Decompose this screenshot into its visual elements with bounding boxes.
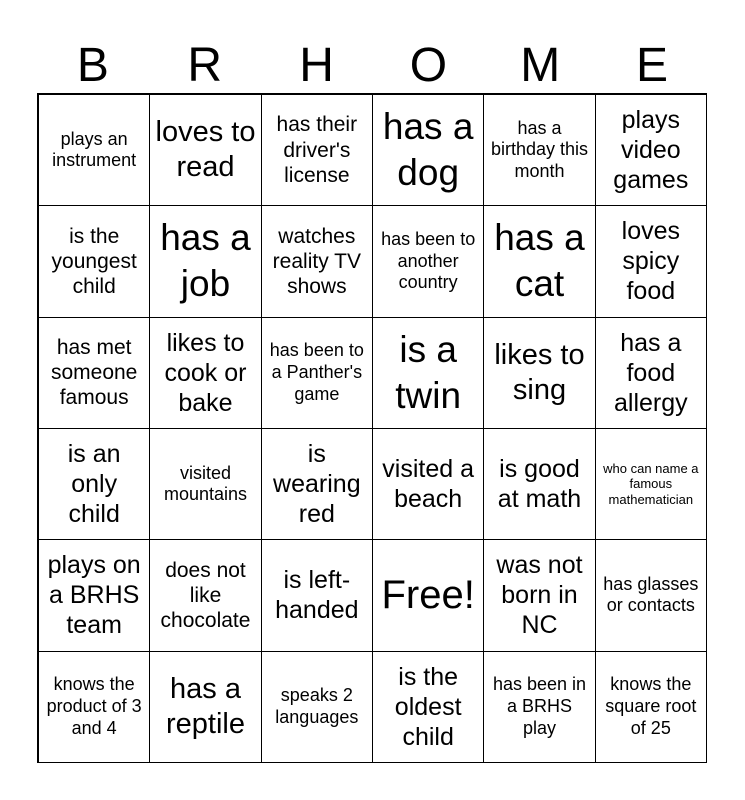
bingo-cell-text: knows the product of 3 and 4 <box>46 674 142 738</box>
bingo-cell-text: is the youngest child <box>51 224 137 299</box>
bingo-cell-text: has a dog <box>382 105 474 194</box>
header-letter-e: E <box>636 39 669 92</box>
bingo-cell[interactable] <box>595 205 707 317</box>
bingo-cell-text: likes to sing <box>494 339 585 406</box>
bingo-cell-text: who can name a famous mathematician <box>603 460 699 507</box>
header-letter-h: H <box>299 39 334 92</box>
bingo-cell[interactable] <box>483 539 595 651</box>
bingo-cell-text: is good at math <box>497 455 582 514</box>
bingo-cell-text: has glasses or contacts <box>603 573 699 616</box>
bingo-cell-text: likes to cook or bake <box>164 328 247 417</box>
bingo-cell[interactable] <box>483 205 595 317</box>
bingo-cell[interactable] <box>483 651 595 763</box>
bingo-cell[interactable] <box>595 539 707 651</box>
bingo-cell-text: has been in a BRHS play <box>492 674 587 738</box>
bingo-cell[interactable] <box>372 428 484 540</box>
bingo-cell-text: loves spicy food <box>621 217 681 306</box>
bingo-cell-text: visited a beach <box>382 455 475 514</box>
bingo-cell[interactable] <box>595 428 707 540</box>
bingo-cell-text: is an only child <box>67 440 121 529</box>
bingo-cell-text: loves to read <box>155 116 256 184</box>
bingo-cell[interactable] <box>38 651 150 763</box>
header-letter-o: O <box>409 39 448 92</box>
bingo-cell-text: speaks 2 languages <box>275 685 359 727</box>
bingo-cell-text: has their driver's license <box>276 113 358 187</box>
bingo-cell-text: visited mountains <box>163 462 248 505</box>
free-space-cell[interactable] <box>372 539 484 651</box>
bingo-cell-text: was not born in NC <box>496 551 583 640</box>
bingo-grid <box>37 93 707 763</box>
bingo-cell[interactable] <box>595 317 707 429</box>
bingo-cell[interactable] <box>38 428 150 540</box>
bingo-cell-text: plays an instrument <box>52 128 137 171</box>
bingo-cell[interactable] <box>261 317 373 429</box>
bingo-cell-text: has a birthday this month <box>490 117 589 181</box>
bingo-cell-text: is wearing red <box>273 440 361 529</box>
bingo-cell[interactable] <box>261 205 373 317</box>
bingo-cell[interactable] <box>149 428 261 540</box>
bingo-cell-text: watches reality TV shows <box>272 224 361 299</box>
bingo-cell[interactable] <box>261 539 373 651</box>
bingo-cell-text: is left-handed <box>275 566 359 625</box>
bingo-cell[interactable] <box>372 94 484 206</box>
bingo-cell[interactable] <box>149 94 261 206</box>
header-letter-r: R <box>187 39 223 92</box>
header-letter-m: M <box>520 39 561 92</box>
bingo-cell-text: plays on a BRHS team <box>47 551 141 640</box>
bingo-cell-text: has a job <box>160 217 251 305</box>
bingo-cell-text: has a food allergy <box>614 328 688 417</box>
bingo-cell[interactable] <box>261 94 373 206</box>
bingo-cell-text: is the oldest child <box>394 662 462 751</box>
header-letter-b: B <box>76 39 109 92</box>
bingo-cell-text: knows the square root of 25 <box>605 674 697 738</box>
bingo-cell-text: has been to a Panther's game <box>269 340 364 404</box>
bingo-cell-text: has a reptile <box>165 673 245 740</box>
bingo-cell[interactable] <box>149 651 261 763</box>
bingo-cell[interactable] <box>261 428 373 540</box>
bingo-cell[interactable] <box>38 539 150 651</box>
bingo-cell[interactable] <box>483 94 595 206</box>
bingo-cell-text: has met someone famous <box>50 336 138 410</box>
bingo-cell-text: plays video games <box>613 106 689 195</box>
bingo-cell[interactable] <box>595 94 707 206</box>
bingo-cell[interactable] <box>372 205 484 317</box>
bingo-cell[interactable] <box>149 205 261 317</box>
bingo-header <box>37 38 708 94</box>
bingo-cell-text: does not like chocolate <box>160 558 251 633</box>
bingo-cell-text: Free! <box>381 573 475 618</box>
bingo-cell[interactable] <box>483 317 595 429</box>
bingo-cell[interactable] <box>38 94 150 206</box>
bingo-cell[interactable] <box>372 317 484 429</box>
bingo-cell[interactable] <box>483 428 595 540</box>
bingo-cell-text: has been to another country <box>381 229 476 293</box>
bingo-cell[interactable] <box>149 317 261 429</box>
bingo-cell[interactable] <box>38 317 150 429</box>
bingo-cell-text: has a cat <box>494 217 585 305</box>
bingo-cell[interactable] <box>149 539 261 651</box>
bingo-cell-text: is a twin <box>395 328 462 416</box>
bingo-cell[interactable] <box>38 205 150 317</box>
bingo-cell[interactable] <box>595 651 707 763</box>
bingo-cell[interactable] <box>372 651 484 763</box>
bingo-cell[interactable] <box>261 651 373 763</box>
